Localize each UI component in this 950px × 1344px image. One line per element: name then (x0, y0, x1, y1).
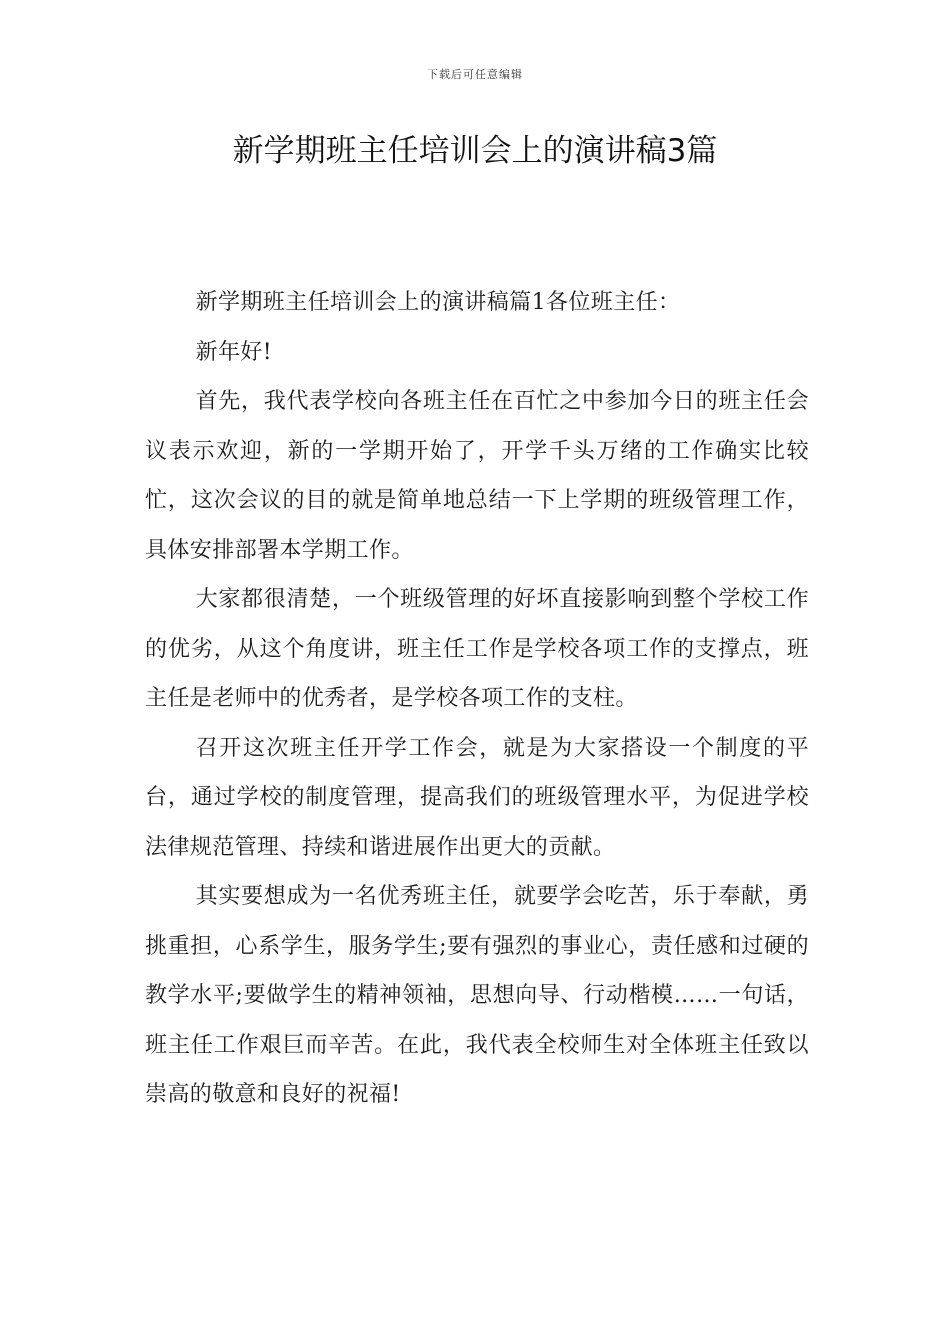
document-title: 新学期班主任培训会上的演讲稿3篇 (232, 133, 718, 169)
paragraph-excellent-teacher: 其实要想成为一名优秀班主任，就要学会吃苦，乐于奉献，勇挑重担，心系学生，服务学生;要有强烈的事业心，责任感和过硬的教学水平;要做学生的精神领袖，思想向导、行动楷模……一句话，班主任工作艰巨而辛苦。在此，我代表全校师生对全体班主任致以崇高的敬意和良好的祝福! (145, 884, 809, 1107)
document-body (145, 278, 809, 1120)
paragraph-greeting: 新学期班主任培训会上的演讲稿篇1各位班主任： (195, 290, 681, 315)
paragraph-new-year: 新年好! (195, 339, 273, 365)
header-note: 下载后可任意编辑 (427, 68, 523, 81)
paragraph-importance: 大家都很清楚，一个班级管理的好坏直接影响到整个学校工作的优劣，从这个角度讲，班主任工作是学校各项工作的支撑点，班主任是老师中的优秀者，是学校各项工作的支柱。 (145, 587, 809, 711)
paragraph-meeting-purpose: 召开这次班主任开学工作会，就是为大家搭设一个制度的平台，通过学校的制度管理，提高我们的班级管理水平，为促进学校法律规范管理、持续和谐进展作出更大的贡献。 (145, 735, 809, 860)
paragraph-welcome: 首先，我代表学校向各班主任在百忙之中参加今日的班主任会议表示欢迎，新的一学期开始了，开学千头万绪的工作确实比较忙，这次会议的目的就是简单地总结一下上学期的班级管理工作，具体安排部署本学期工作。 (145, 389, 809, 563)
